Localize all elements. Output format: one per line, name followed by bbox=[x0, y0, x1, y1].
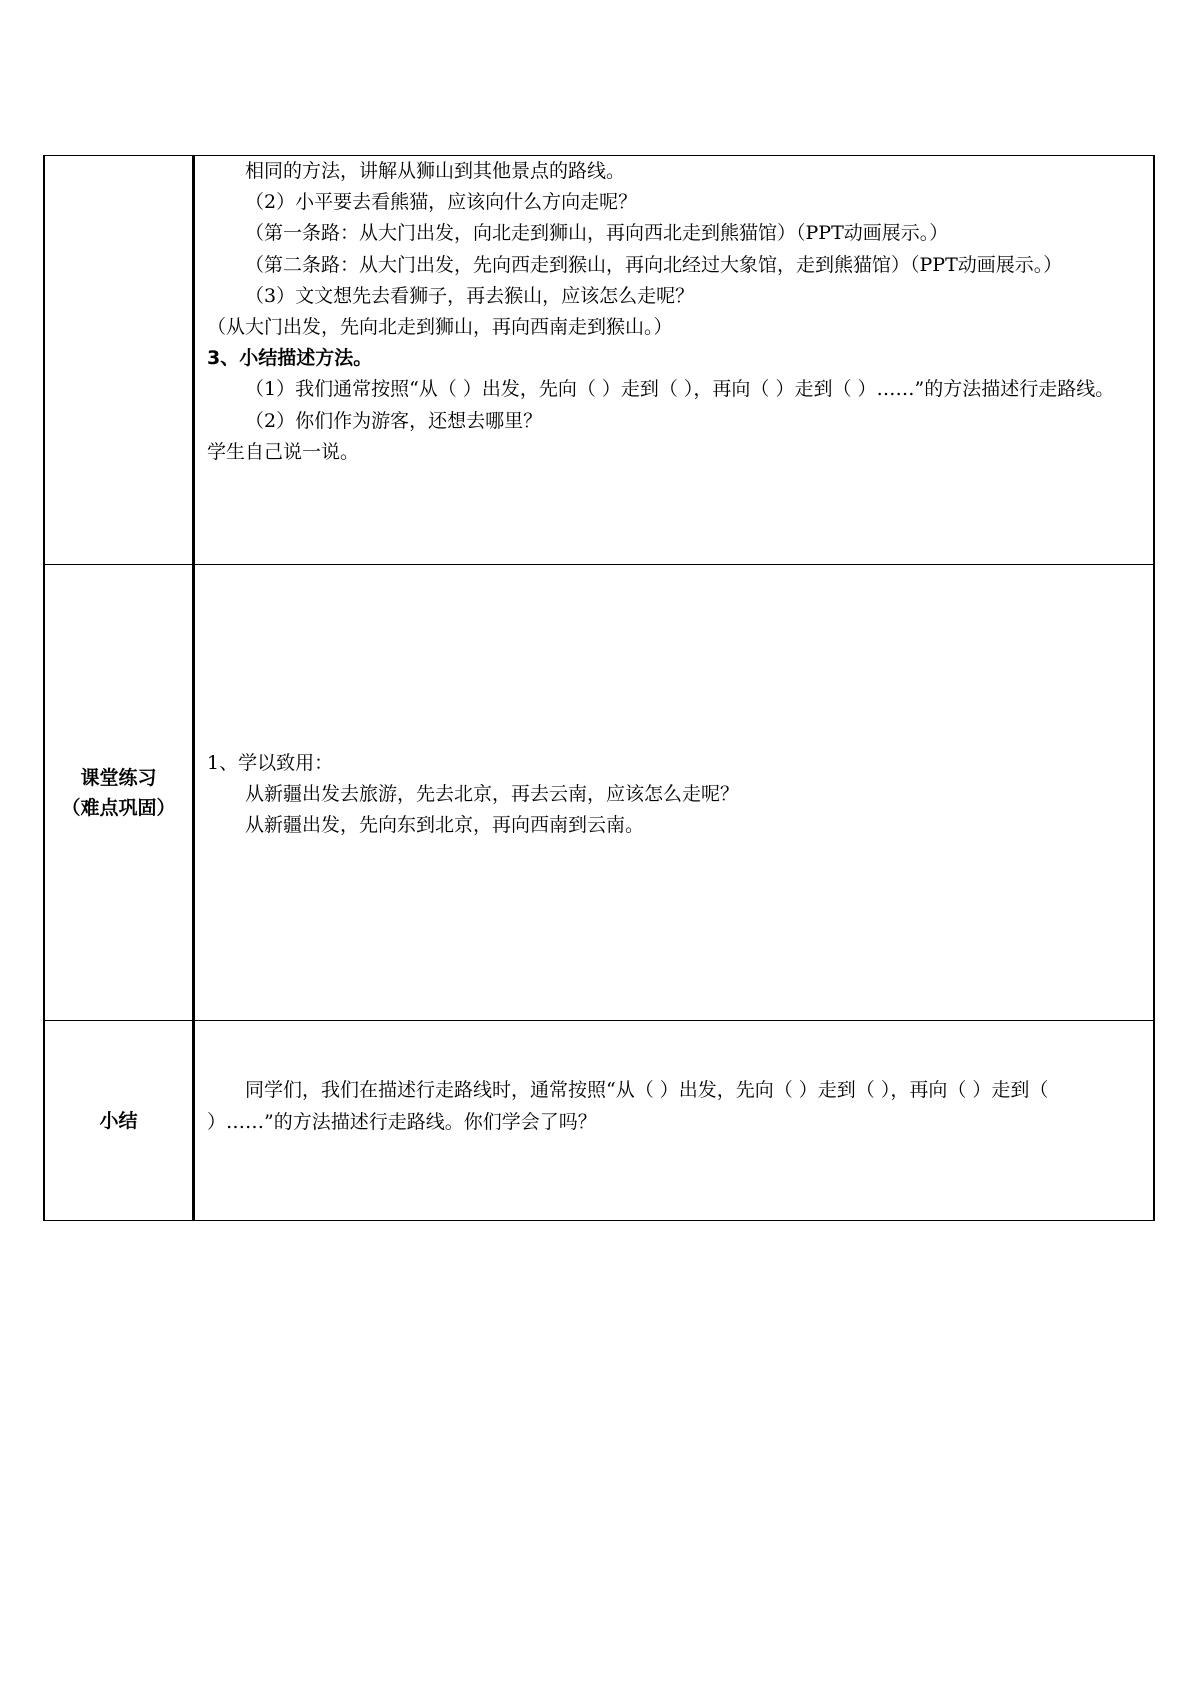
text-line: 学生自己说一说。 bbox=[207, 440, 360, 463]
text-line: 相同的方法，讲解从狮山到其他景点的路线。 bbox=[245, 160, 626, 182]
text-line: （第一条路：从大门出发，向北走到狮山，再向西北走到熊猫馆）（PPT动画展示。） bbox=[245, 222, 949, 245]
row-content-teaching bbox=[195, 156, 1153, 564]
text-line: （2）你们作为游客，还想去哪里？ bbox=[245, 409, 543, 432]
text-line: 1、学以致用： bbox=[207, 751, 334, 774]
section-heading: 3、小结描述方法。 bbox=[207, 347, 373, 370]
row-label-practice bbox=[45, 565, 195, 1020]
row-content-practice bbox=[195, 565, 1153, 1020]
table-row-summary bbox=[45, 1020, 1153, 1220]
text-line: 同学们，我们在描述行走路线时，通常按照“从（ ）出发，先向（ ）走到（ ），再向（ ）走到（ ）……”的方法描述行走路线。你们学会了吗？ bbox=[207, 1079, 1049, 1133]
text-line: 从新疆出发去旅游，先去北京，再去云南，应该怎么走呢？ bbox=[245, 782, 740, 805]
label-line: 课堂练习 bbox=[80, 766, 157, 789]
row-content-summary bbox=[195, 1021, 1153, 1220]
row-label-summary bbox=[45, 1021, 195, 1220]
table-row-practice bbox=[45, 564, 1153, 1020]
text-line: （2）小平要去看熊猫，应该向什么方向走呢？ bbox=[245, 191, 638, 214]
text-line: 从新疆出发，先向东到北京，再向西南到云南。 bbox=[245, 814, 645, 837]
text-line: （第二条路：从大门出发，先向西走到猴山，再向北经过大象馆，走到熊猫馆）（PPT动画展示。） bbox=[245, 253, 1063, 276]
text-line: （从大门出发，先向北走到狮山，再向西南走到猴山。） bbox=[207, 316, 673, 339]
text-line: （3）文文想先去看狮子，再去猴山，应该怎么走呢？ bbox=[245, 284, 695, 307]
label-line: （难点巩固） bbox=[61, 796, 176, 819]
text-line: （1）我们通常按照“从（ ）出发，先向（ ）走到（ ），再向（ ）走到（ ）……”的方法描述行走路线。 bbox=[245, 378, 1115, 401]
label-line: 小结 bbox=[99, 1109, 138, 1132]
row-label-empty bbox=[45, 156, 195, 564]
lesson-plan-table bbox=[43, 155, 1155, 1221]
table-row-teaching bbox=[45, 156, 1153, 564]
